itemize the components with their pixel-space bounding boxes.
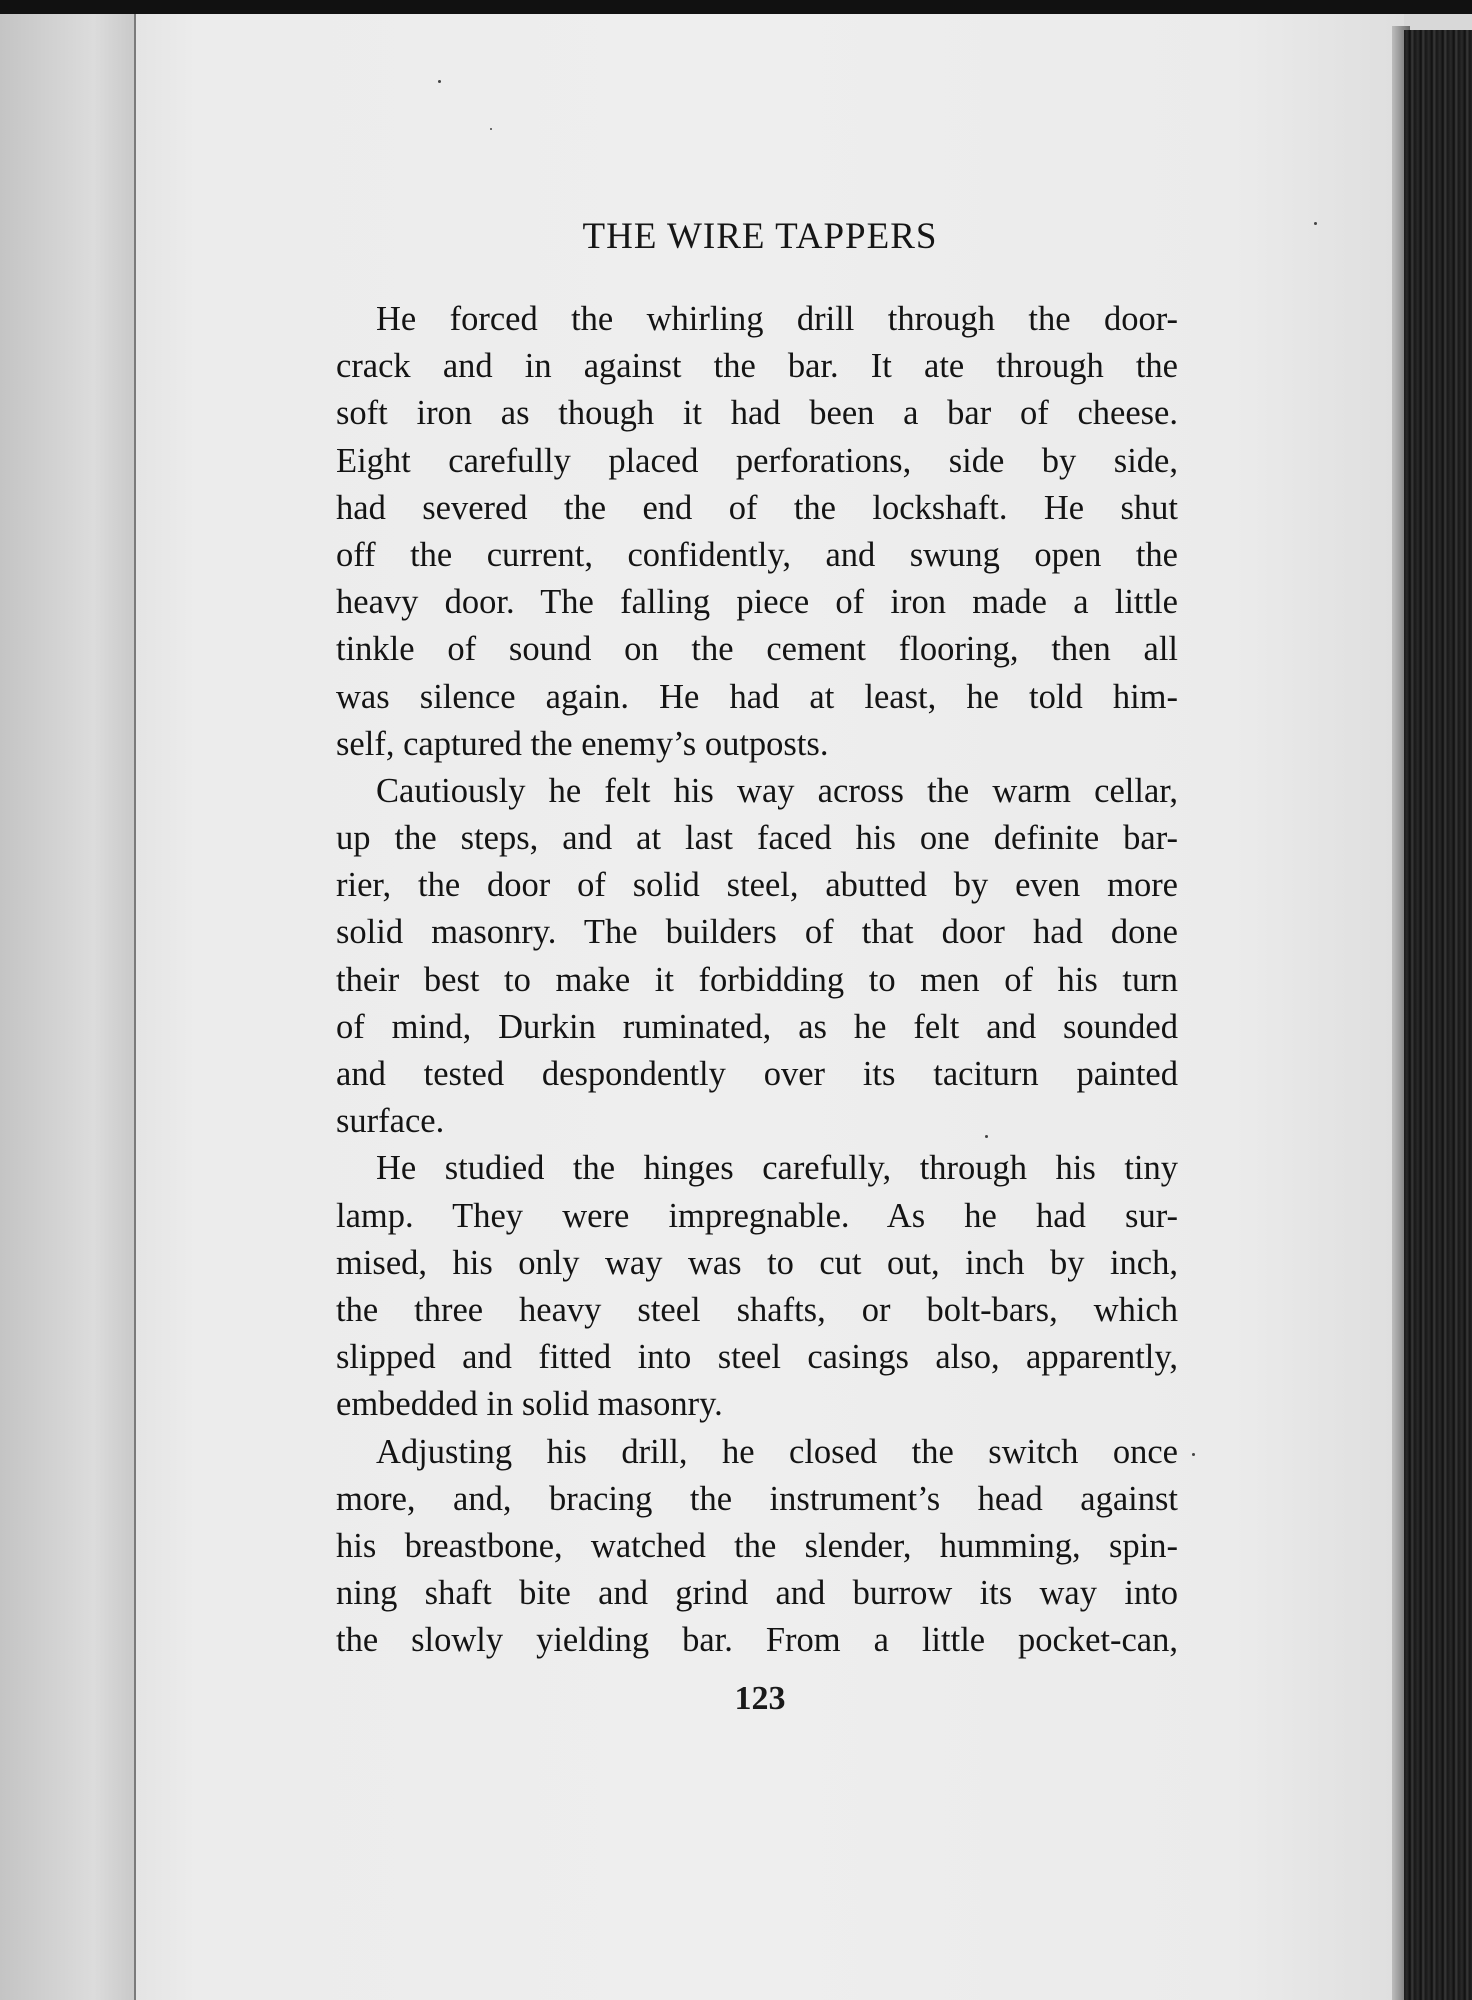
text-line: slipped and fitted into steel casings also, apparently, [336,1338,1178,1377]
text-line: had severed the end of the lockshaft. He shut [336,488,1178,527]
page-number: 123 [734,1680,786,1717]
text-line: tinkle of sound on the cement flooring, then all [336,630,1178,669]
text-line: the slowly yielding bar. From a little pocket-can, [336,1621,1178,1660]
text-line: was silence again. He had at least, he told him- [336,677,1178,716]
text-line: of mind, Durkin ruminated, as he felt and sounded [336,1007,1178,1046]
paper-speck [1314,222,1317,225]
text-line: soft iron as though it had been a bar of cheese. [336,394,1178,433]
text-line: embedded in solid masonry. [336,1385,723,1424]
facing-page-edge [0,14,136,2000]
text-line: crack and in against the bar. It ate through the [336,347,1178,386]
text-line: rier, the door of solid steel, abutted by even more [336,866,1178,905]
paragraph [336,1429,1178,1665]
text-line: solid masonry. The builders of that door had done [336,913,1178,952]
text-line: more, and, bracing the instrument’s head against [336,1479,1178,1518]
text-line: their best to make it forbidding to men of his turn [336,960,1178,999]
text-line: ning shaft bite and grind and burrow its way into [336,1574,1178,1613]
text-line: self, captured the enemy’s outposts. [336,724,829,763]
text-line: surface. [336,1102,445,1141]
text-line: and tested despondently over its taciturn painted [336,1055,1178,1093]
paragraph [336,1145,1178,1428]
text-line: Cautiously he felt his way across the warm cellar, [376,771,1178,810]
text-line: the three heavy steel shafts, or bolt-bars, which [336,1290,1178,1329]
text-line: He studied the hinges carefully, through his tiny [376,1149,1178,1188]
paragraph [336,768,1178,1146]
paper-speck [1192,1453,1195,1456]
text-line: up the steps, and at last faced his one definite bar- [336,819,1178,858]
paper-speck [490,128,492,130]
text-line: He forced the whirling drill through the door- [376,300,1178,338]
text-line: heavy door. The falling piece of iron made a little [336,583,1178,622]
text-line: his breastbone, watched the slender, humming, spin- [336,1526,1178,1565]
body-text [336,296,1178,1664]
text-line: off the current, confidently, and swung open the [336,535,1178,574]
book-page-edges [1404,30,1472,2000]
text-line: Eight carefully placed perforations, side by side, [336,441,1178,480]
scan-top-shadow [0,0,1472,14]
text-line: Adjusting his drill, he closed the switch once [376,1432,1178,1471]
paper-speck [438,80,441,83]
text-line: mised, his only way was to cut out, inch by inch, [336,1243,1178,1282]
paragraph [336,296,1178,768]
running-head: THE WIRE TAPPERS [582,216,938,257]
text-line: lamp. They were impregnable. As he had sur- [336,1196,1178,1235]
